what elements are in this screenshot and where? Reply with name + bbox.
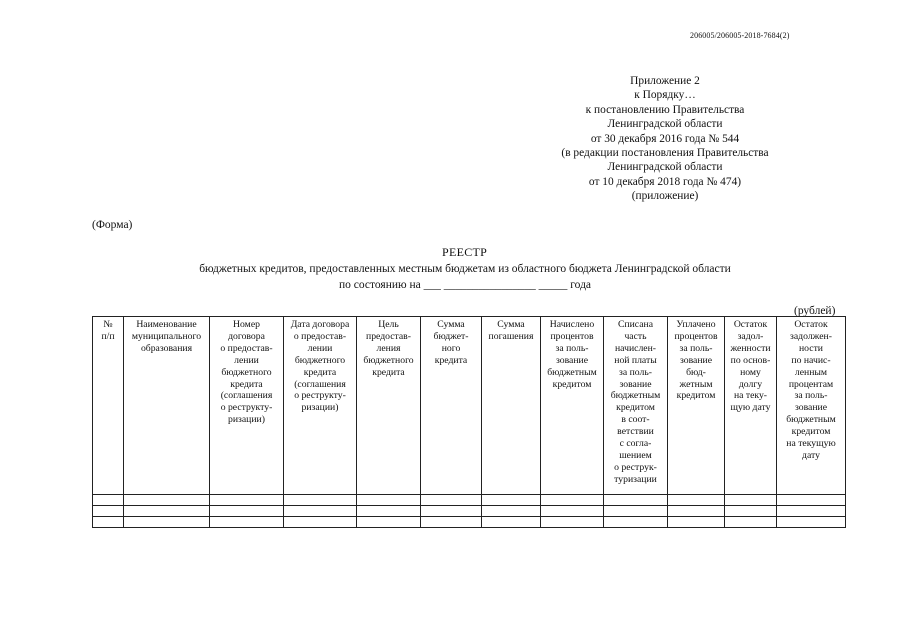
table-cell: [725, 495, 777, 506]
table-cell: [777, 506, 846, 517]
register-subtitle: бюджетных кредитов, предоставленных местным бюджетам из областного бюджета Ленинградской области: [199, 263, 731, 275]
table-cell: [777, 517, 846, 528]
appendix-line: Ленинградской области: [607, 161, 723, 174]
appendix-line: к Порядку…: [634, 89, 696, 102]
document-number: 206005/206005-2018-7684(2): [690, 31, 790, 40]
table-cell: [725, 517, 777, 528]
column-header-credit-amount: Сумма бюджет- ного кредита: [421, 317, 482, 495]
register-title: РЕЕСТР: [442, 245, 488, 259]
table-cell: [284, 517, 357, 528]
table-cell: [93, 517, 124, 528]
form-label: (Форма): [92, 219, 133, 231]
table-cell: [725, 506, 777, 517]
table-cell: [210, 517, 284, 528]
table-row: [93, 517, 846, 528]
table-cell: [284, 506, 357, 517]
table-row: [93, 506, 846, 517]
table-cell: [357, 517, 421, 528]
table-cell: [210, 506, 284, 517]
table-cell: [421, 517, 482, 528]
table-cell: [210, 495, 284, 506]
table-cell: [668, 517, 725, 528]
appendix-line: (в редакции постановления Правительства: [561, 147, 769, 160]
table-cell: [541, 495, 604, 506]
appendix-line: к постановлению Правительства: [585, 103, 745, 116]
table-cell: [421, 506, 482, 517]
column-header-agreement-date: Дата договора о предостав- лении бюджетного кредита (соглашения о реструкту- ризации): [284, 317, 357, 495]
table-header-row: [93, 317, 846, 495]
table-cell: [604, 495, 668, 506]
column-header-municipality: Наименование муниципального образования: [124, 317, 210, 495]
table-cell: [284, 495, 357, 506]
table-cell: [777, 495, 846, 506]
table-cell: [541, 517, 604, 528]
column-header-principal-balance: Остаток задол- женности по основ- ному долгу на теку- щую дату: [725, 317, 777, 495]
appendix-line: от 10 декабря 2018 года № 474): [588, 175, 742, 188]
column-header-number: № п/п: [93, 317, 124, 495]
column-header-interest-paid: Уплачено процентов за поль- зование бюд- жетным кредитом: [668, 317, 725, 495]
appendix-line: (приложение): [631, 190, 699, 203]
column-header-fee-written-off: Списана часть начислен- ной платы за поль- зование бюджетным кредитом в соот- ветствии с согла- шением о реструк- туризации: [604, 317, 668, 495]
appendix-line: Ленинградской области: [607, 118, 723, 131]
column-header-interest-balance: Остаток задолжен- ности по начис- ленным процентам за поль- зование бюджетным кредитом на текущую дату: [777, 317, 846, 495]
table-cell: [357, 495, 421, 506]
table-cell: [93, 495, 124, 506]
table-cell: [93, 506, 124, 517]
register-table: [92, 316, 846, 528]
table-cell: [124, 517, 210, 528]
table-cell: [421, 495, 482, 506]
appendix-header: [520, 74, 810, 204]
table-row: [93, 495, 846, 506]
table-cell: [668, 506, 725, 517]
table-cell: [482, 495, 541, 506]
table-cell: [541, 506, 604, 517]
column-header-interest-accrued: Начислено процентов за поль- зование бюджетным кредитом: [541, 317, 604, 495]
table-cell: [482, 506, 541, 517]
appendix-line: Приложение 2: [630, 75, 700, 87]
appendix-line: от 30 декабря 2016 года № 544: [590, 132, 740, 145]
table-cell: [604, 517, 668, 528]
column-header-repayment-amount: Сумма погашения: [482, 317, 541, 495]
units-label: (рублей): [794, 305, 836, 317]
table-cell: [482, 517, 541, 528]
table-cell: [124, 495, 210, 506]
column-header-agreement-number: Номер договора о предостав- лении бюджетного кредита (соглашения о реструкту- ризации): [210, 317, 284, 495]
table-cell: [124, 506, 210, 517]
as-of-date-line: по состоянию на ___ ________________ _____ года: [338, 279, 592, 291]
column-header-purpose: Цель предостав- ления бюджетного кредита: [357, 317, 421, 495]
table-cell: [357, 506, 421, 517]
table-cell: [604, 506, 668, 517]
table-cell: [668, 495, 725, 506]
